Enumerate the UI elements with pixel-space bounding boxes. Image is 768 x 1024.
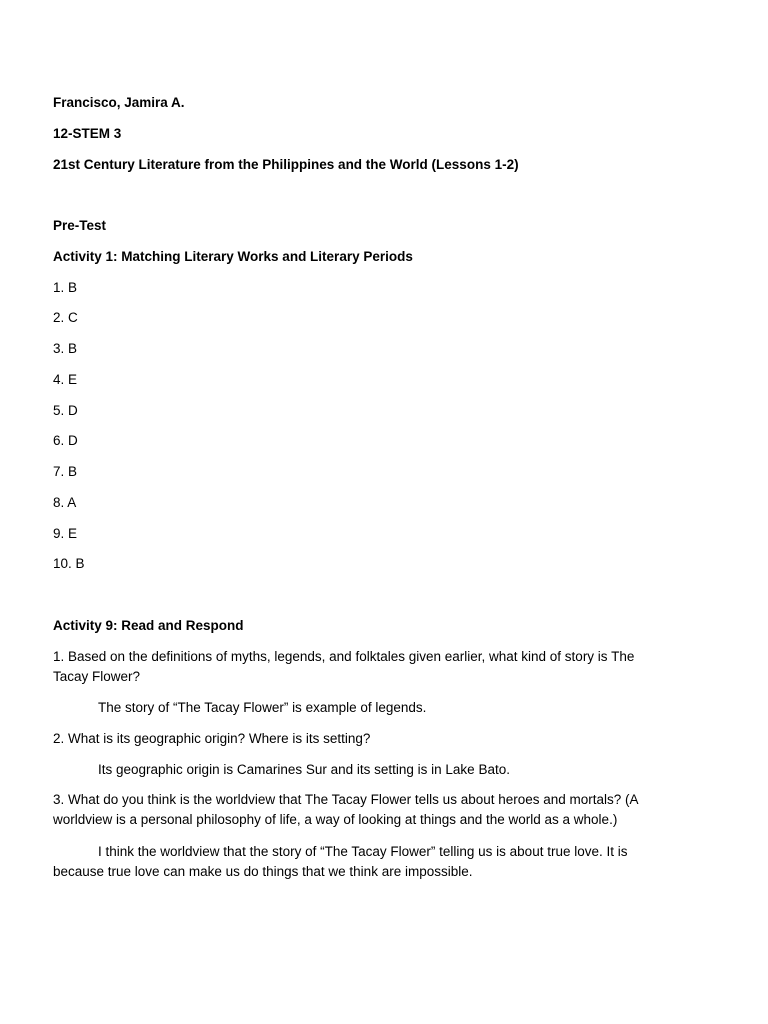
student-section: 12-STEM 3 bbox=[53, 126, 122, 141]
pretest-heading: Pre-Test bbox=[53, 218, 107, 233]
answer-item: 5. D bbox=[53, 403, 78, 418]
answer-item: 7. B bbox=[53, 464, 78, 479]
activity1-heading: Activity 1: Matching Literary Works and Literary Periods bbox=[53, 249, 413, 264]
answer-item: 3. B bbox=[53, 341, 78, 356]
question-3: 3. What do you think is the worldview that The Tacay Flower tells us about heroes and mortals? (A worldview is a personal philosophy of life, a way of looking at things and the world as a whole.) bbox=[53, 792, 638, 827]
student-name: Francisco, Jamira A. bbox=[53, 95, 185, 110]
answer-item: 10. B bbox=[53, 556, 85, 571]
answer-item: 6. D bbox=[53, 433, 78, 448]
answer-item: 9. E bbox=[53, 526, 78, 541]
question-2: 2. What is its geographic origin? Where is its setting? bbox=[53, 731, 371, 746]
answer-item: 8. A bbox=[53, 495, 77, 510]
answer-3: I think the worldview that the story of “The Tacay Flower” telling us is about true love. It is because true love can make us do things that we think are impossible. bbox=[53, 844, 628, 879]
answer-item: 4. E bbox=[53, 372, 78, 387]
answer-1: The story of “The Tacay Flower” is example of legends. bbox=[98, 700, 427, 715]
question-1: 1. Based on the definitions of myths, legends, and folktales given earlier, what kind of story is The Tacay Flower? bbox=[53, 649, 635, 684]
answer-item: 2. C bbox=[53, 310, 78, 325]
answer-2: Its geographic origin is Camarines Sur and its setting is in Lake Bato. bbox=[98, 762, 510, 777]
course-title: 21st Century Literature from the Philippines and the World (Lessons 1-2) bbox=[53, 157, 519, 172]
activity9-heading: Activity 9: Read and Respond bbox=[53, 618, 244, 633]
answer-item: 1. B bbox=[53, 280, 78, 295]
